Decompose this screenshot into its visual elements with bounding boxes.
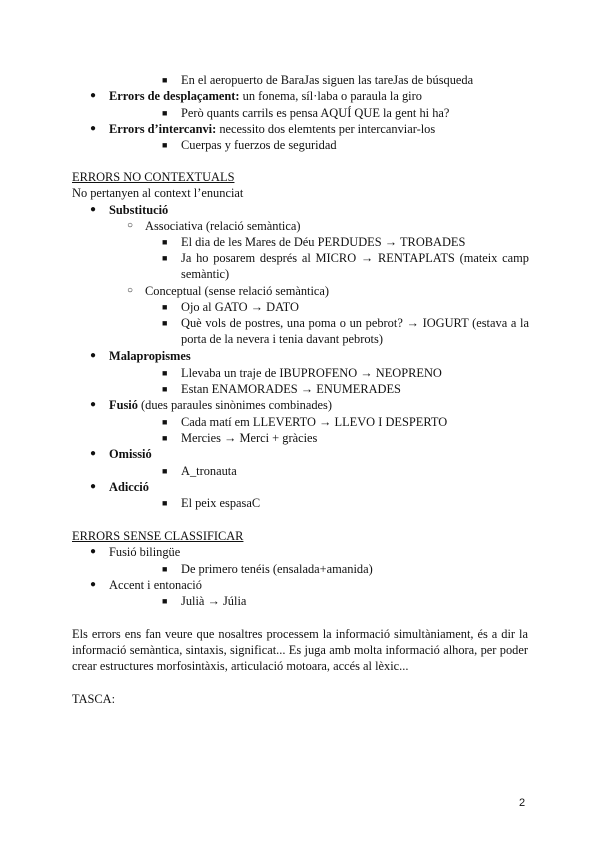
square-bullet-icon: ■ [162,466,168,476]
list-item: Ojo al GATO → DATO [181,300,299,314]
square-bullet-icon: ■ [162,140,168,150]
list-item: A_tronauta [181,464,237,478]
square-bullet-icon: ■ [162,108,168,118]
disc-bullet-icon: ● [90,90,97,101]
list-item: Què vols de postres, una poma o un pebrot? → IOGURT (estava a la porta de la nevera i tenia davant pebrots) [181,316,529,346]
list-item: Llevaba un traje de IBUPROFENO → NEOPRENO [181,366,442,380]
square-bullet-icon: ■ [162,384,168,394]
square-bullet-icon: ■ [162,417,168,427]
square-bullet-icon: ■ [162,253,168,263]
term-label: Fusió [109,398,138,412]
list-item: Ja ho posarem després al MICRO → RENTAPLATS (mateix camp semàntic) [181,251,529,281]
term-description: un fonema, síl·laba o paraula la giro [239,89,422,103]
square-bullet-icon: ■ [162,368,168,378]
square-bullet-icon: ■ [162,302,168,312]
square-bullet-icon: ■ [162,318,168,328]
list-item: El peix espasaC [181,496,261,510]
term-label: Errors d’intercanvi: [109,122,217,136]
list-item: Substitució [109,203,169,217]
section-heading: ERRORS SENSE CLASSIFICAR [72,529,244,543]
list-item [109,397,332,413]
list-item: Conceptual (sense relació semàntica) [145,284,330,298]
disc-bullet-icon: ● [90,399,97,410]
section-heading: ERRORS NO CONTEXTUALS [72,170,235,184]
page-number: 2 [519,797,526,809]
term-label: Errors de desplaçament: [109,89,240,103]
disc-bullet-icon: ● [90,579,97,590]
list-item: Associativa (relació semàntica) [145,219,301,233]
list-item: De primero tenéis (ensalada+amanida) [181,562,373,576]
list-item: Julià → Júlia [181,594,247,608]
square-bullet-icon: ■ [162,237,168,247]
list-item: Accent i entonació [109,578,202,592]
list-item: Mercies → Merci + gràcies [181,431,318,445]
list-item: Malapropismes [109,349,191,363]
list-item: Omissió [109,447,152,461]
list-item: Cuerpas y fuerzos de seguridad [181,138,337,152]
list-item: Adicció [109,480,149,494]
disc-bullet-icon: ● [90,546,97,557]
section-intro: No pertanyen al context l’enunciat [72,186,244,200]
list-item: Però quants carrils es pensa AQUÍ QUE la gent hi ha? [181,106,450,120]
list-item: En el aeropuerto de BaraJas siguen las tareJas de búsqueda [181,73,474,87]
list-item: Fusió bilingüe [109,545,181,559]
square-bullet-icon: ■ [162,498,168,508]
disc-bullet-icon: ● [90,204,97,215]
square-bullet-icon: ■ [162,433,168,443]
list-item: Cada matí em LLEVERTO → LLEVO I DESPERTO [181,415,448,429]
list-item [109,88,422,104]
square-bullet-icon: ■ [162,564,168,574]
body-paragraph: Els errors ens fan veure que nosaltres processem la informació simultàniament, és a dir la informació semàntica, sintaxis, significat... Es juga amb molta informació alhora, per poder crear estructures morfosintàxis, articulació motoara, accés al lèxic... [72,627,528,673]
term-description: (dues paraules sinònimes combinades) [137,398,332,412]
circle-bullet-icon: ○ [127,220,134,231]
circle-bullet-icon: ○ [127,285,134,296]
list-item: Estan ENAMORADES → ENUMERADES [181,382,401,396]
tasca-label: TASCA: [72,692,116,706]
disc-bullet-icon: ● [90,481,97,492]
disc-bullet-icon: ● [90,448,97,459]
term-description: necessito dos elemtents per intercanviar-los [216,122,436,136]
disc-bullet-icon: ● [90,350,97,361]
list-item [109,121,435,137]
square-bullet-icon: ■ [162,75,168,85]
square-bullet-icon: ■ [162,596,168,606]
list-item: El dia de les Mares de Déu PERDUDES → TROBADES [181,235,466,249]
disc-bullet-icon: ● [90,123,97,134]
